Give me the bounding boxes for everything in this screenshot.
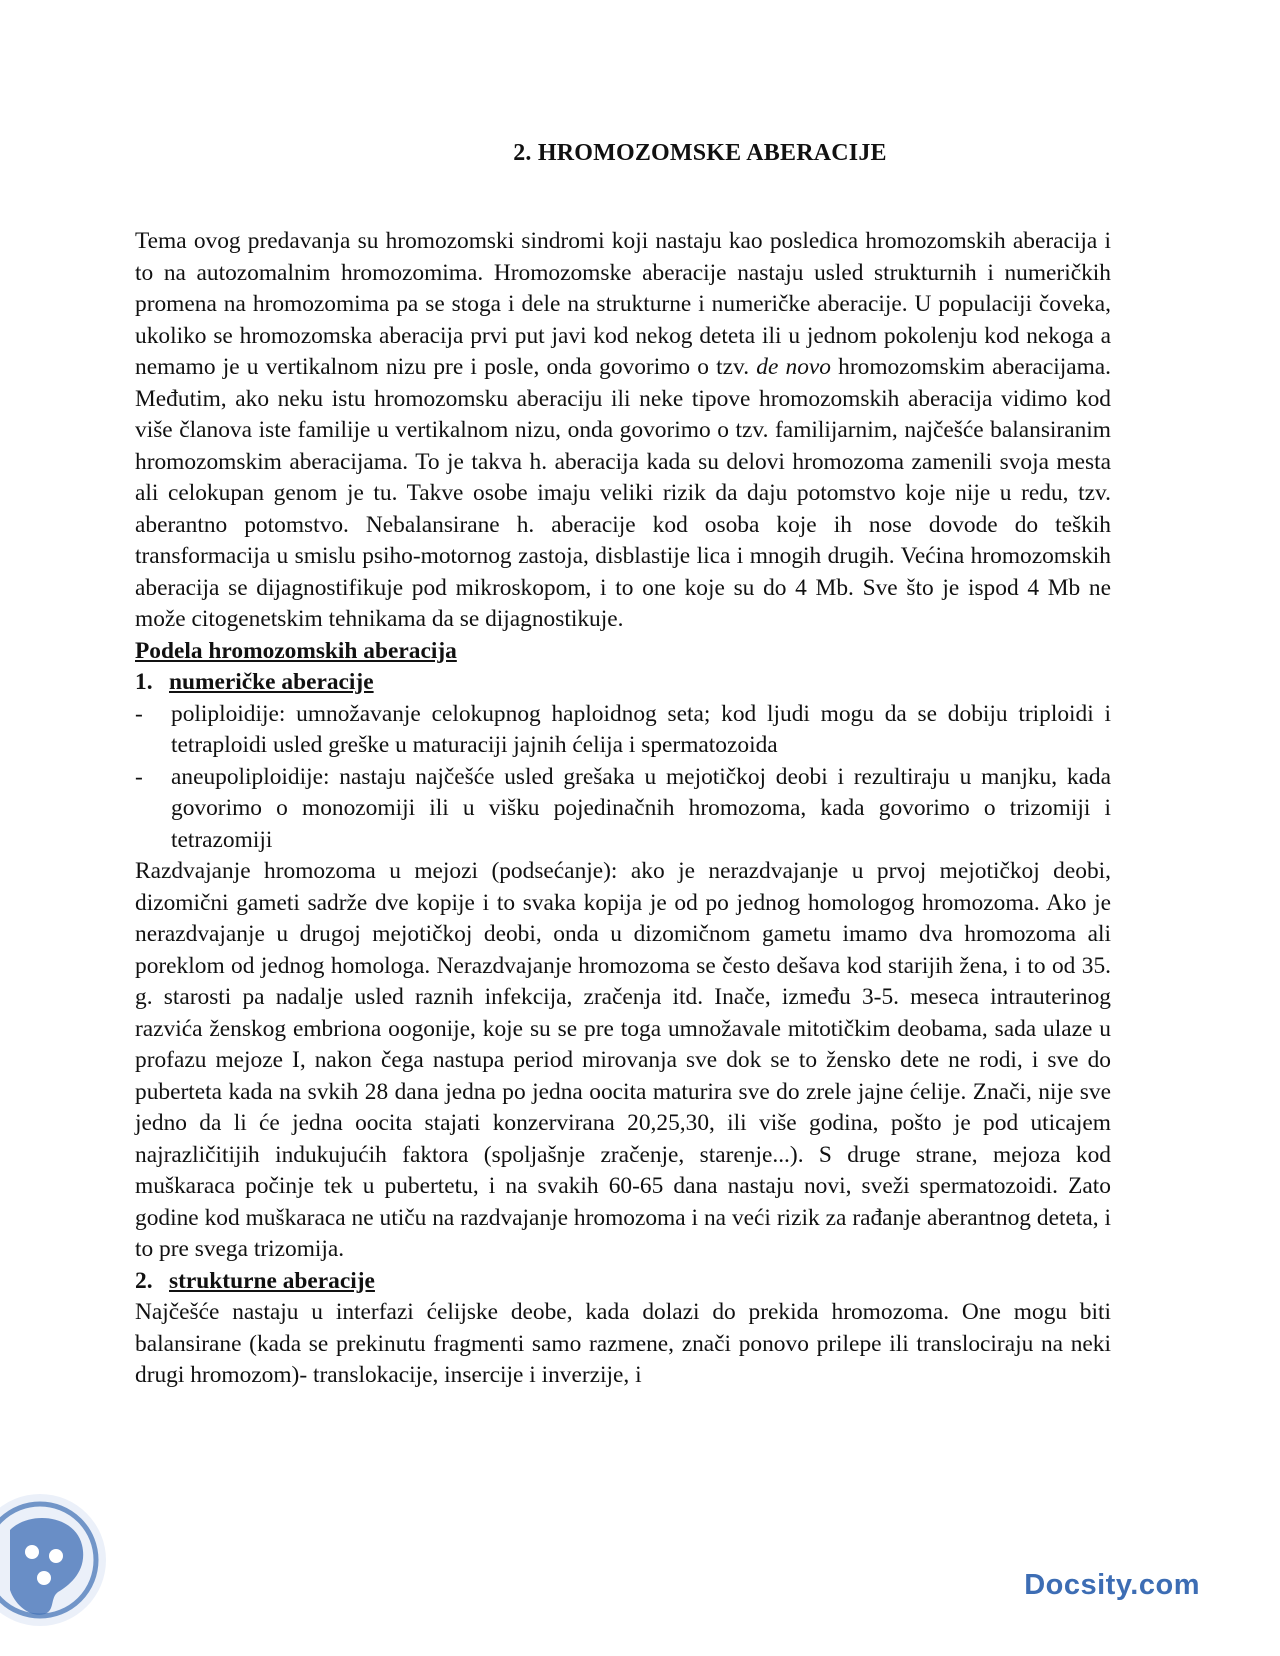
intro-paragraph xyxy=(135,226,1111,636)
subsection-number: 2. xyxy=(135,1267,153,1294)
bullet-dash: - xyxy=(135,763,143,790)
list-item xyxy=(135,762,1111,857)
list-item xyxy=(135,699,1111,762)
intro-emphasis: de novo xyxy=(756,354,831,380)
structural-paragraph: Najčešće nastaju u interfazi ćelijske deobe, kada dolazi do prekida hromozoma. One mogu biti balansirane (kada se prekinutu fragmenti samo razmene, znači ponovo prilepe ili translociraju na neki drugi hromozom)- translokacije, insercije i inverzije, i xyxy=(135,1299,1111,1388)
document-body xyxy=(135,226,1111,1392)
meiosis-paragraph: Razdvajanje hromozoma u mejozi (podsećanje): ako je nerazdvajanje u prvoj mejotičkoj deobi, dizomični gameti sadrže dve kopije i to svaka kopija je od po jednog homologog hromozoma. Ako je nerazdvajanje u drugoj mejotičkoj deobi, onda u dizomičnom gametu imamo dva hromozoma ali poreklom od jednog homologa. Nerazdvajanje hromozoma se često dešava kod starijih žena, i to od 35. g. starosti pa nadalje usled raznih infekcija, zračenja itd. Inače, između 3-5. meseca intrauterinog razvića ženskog embriona oogonije, koje su se pre toga umnožavale mitotičkim deobama, sada ulaze u profazu mejoze I, nakon čega nastupa period mirovanja sve dok se to žensko dete ne rodi, i sve do puberteta kada na svkih 28 dana jedna po jedna oocita maturira sve do zrele jajne ćelije. Znači, nije sve jedno da li će jedna oocita stajati konzervirana 20,25,30, ili više godina, pošto je pod uticajem najrazličitijih indukujućih faktora (spoljašnje zračenje, starenje...). S druge strane, mejoza kod muškaraca počinje tek u pubertetu, i na svakih 60-65 dana nastaju novi, sveži spermatozoidi. Zato godine kod muškaraca ne utiču na razdvajanje hromozoma i na veći rizik za rađanje aberantnog deteta, i to pre svega trizomija. xyxy=(135,858,1111,1262)
subsection-number: 1. xyxy=(135,669,153,695)
docsity-watermark: Docsity.com xyxy=(1024,1569,1200,1601)
page-title: 2. HROMOZOMSKE ABERACIJE xyxy=(513,140,887,166)
docsity-logo-icon xyxy=(0,1490,120,1630)
subsection-heading-numerical xyxy=(135,667,1111,699)
list-item-text: poliploidije: umnožavanje celokupnog haploidnog seta; kod ljudi mogu da se dobiju triploidi i tetraploidi usled greške u maturaciji jajnih ćelija i spermatozoida xyxy=(171,700,1111,758)
list-item-text: aneupoliploidije: nastaju najčešće usled grešaka u mejotičkoj deobi i rezultiraju u manjku, kada govorimo o monozomiji ili u višku pojedinačnih hromozoma, kada govorimo o trizomiji i tetrazomiji xyxy=(171,763,1111,853)
intro-text-start: Tema ovog predavanja su hromozomski sindromi koji nastaju kao posledica hromozomskih aberacija i to na autozomalnim hromozomima. Hromozomske aberacije nastaju usled strukturnih i numeričkih promena na hromozomima pa se stoga i dele na strukturne i numeričke aberacije. U populaciji čoveka, ukoliko se hromozomska aberacija prvi put javi kod nekog deteta ili u jednom pokolenju kod nekoga a nemamo je u vertikalnom nizu pre i posle, onda govorimo o tzv. xyxy=(135,228,1111,380)
intro-text-end: hromozomskim aberacijama. Međutim, ako neku istu hromozomsku aberaciju ili neke tipove hromozomskih aberacija vidimo kod više članova iste familije u vertikalnom nizu, onda govorimo o tzv. familijarnim, najčešće balansiranim hromozomskim aberacijama. To je takva h. aberacija kada su delovi hromozoma zamenili svoja mesta ali celokupan genom je tu. Takve osobe imaju veliki rizik da daju potomstvo koje nije u redu, tzv. aberantno potomstvo. Nebalansirane h. aberacije kod osoba koje ih nose dovode do teških transformacija u smislu psiho-motornog zastoja, disblastije lica i mnogih drugih. Većina hromozomskih aberacija se dijagnostifikuje pod mikroskopom, i to one koje su do 4 Mb. Sve što je ispod 4 Mb ne može citogenetskim tehnikama da se dijagnostikuje. xyxy=(135,354,1111,632)
subsection-heading-structural xyxy=(135,1266,1111,1298)
numerical-list xyxy=(135,699,1111,857)
section-heading: Podela hromozomskih aberacija xyxy=(135,637,457,664)
subsection-title: strukturne aberacije xyxy=(169,1267,375,1294)
bullet-dash: - xyxy=(135,700,143,727)
subsection-title: numeričke aberacije xyxy=(169,669,374,695)
